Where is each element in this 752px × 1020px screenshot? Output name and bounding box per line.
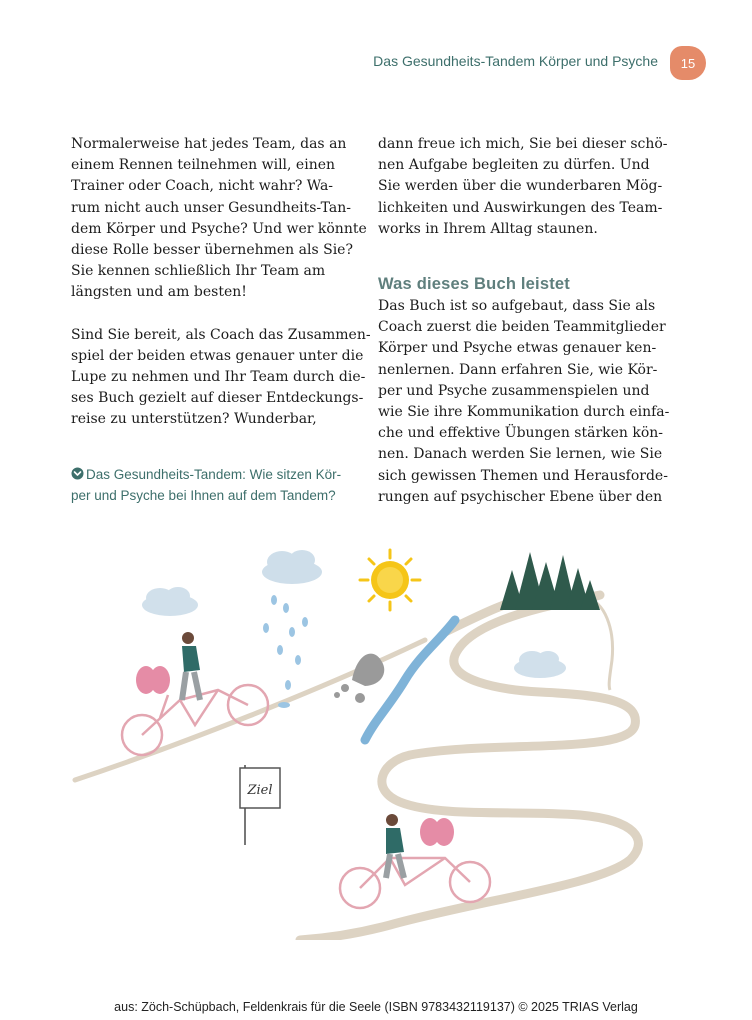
page-number-badge: 15 — [670, 46, 706, 80]
text-line: per und Psyche zusammenspielen und — [378, 382, 650, 399]
text-line: einem Rennen teilnehmen will, einen — [71, 157, 336, 174]
text-line: spiel der beiden etwas genauer unter die — [71, 347, 364, 364]
text-line: dem Körper und Psyche? Und wer könnte — [71, 220, 367, 237]
raindrops — [263, 595, 308, 708]
sun — [360, 550, 420, 610]
forest — [500, 552, 600, 610]
left-column — [71, 134, 371, 506]
tandem-bike-upper — [122, 685, 268, 755]
tandem-callout — [71, 464, 361, 506]
butterfly-upper — [136, 666, 170, 694]
tandem-journey-illustration — [60, 540, 720, 940]
text-line: Sind Sie bereit, als Coach das Zusammen- — [71, 326, 371, 343]
text-line: Lupe zu nehmen und Ihr Team durch die- — [71, 369, 366, 386]
butterfly-lower — [420, 818, 454, 846]
callout-line: per und Psyche bei Ihnen auf dem Tandem? — [71, 487, 336, 503]
copyright-footer: aus: Zöch-Schüpbach, Feldenkrais für die Seele (ISBN 9783432119137) © 2025 TRIAS Verlag — [114, 1000, 638, 1014]
text-line: diese Rolle besser übernehmen als Sie? — [71, 242, 353, 259]
rider-upper — [182, 632, 200, 700]
text-line: Das Buch ist so aufgebaut, dass Sie als — [378, 298, 656, 315]
book-structure-paragraph — [378, 296, 668, 508]
text-line: wie Sie ihre Kommunikation durch einfa- — [378, 404, 670, 421]
text-line: nen. Danach werden Sie lernen, wie Sie — [378, 446, 663, 463]
text-line: Trainer oder Coach, nicht wahr? Wa- — [71, 178, 334, 195]
continuation-paragraph — [378, 134, 668, 240]
chevron-down-icon — [71, 467, 84, 480]
text-line: rum nicht auch unser Gesundheits-Tan- — [71, 199, 351, 216]
text-line: ses Buch gezielt auf dieser Entdeckungs- — [71, 390, 364, 407]
text-line: Körper und Psyche etwas genauer ken- — [378, 340, 657, 357]
cloud-left — [142, 587, 198, 616]
callout-text: Das Gesundheits-Tandem: Wie sitzen Kör- — [86, 466, 342, 482]
road-winding — [300, 595, 638, 940]
cloud-rain — [262, 550, 322, 584]
section-heading: Was dieses Buch leistet — [378, 275, 570, 294]
text-line: nen Aufgabe begleiten zu dürfen. Und — [378, 157, 650, 174]
right-column — [378, 134, 668, 508]
text-line: längsten und am besten! — [71, 284, 247, 301]
cloud-right — [514, 651, 566, 678]
text-line: Sie werden über die wunderbaren Mög- — [378, 178, 663, 195]
running-header: Das Gesundheits-Tandem Körper und Psyche — [373, 53, 658, 69]
text-line: Coach zuerst die beiden Teammitglieder — [378, 319, 666, 336]
intro-paragraph — [71, 134, 367, 304]
text-line: che und effektive Übungen stärken kön- — [378, 425, 664, 442]
finish-sign-text: Ziel — [247, 783, 273, 798]
text-line: Sie kennen schließlich Ihr Team am — [71, 263, 326, 280]
callout-line — [71, 464, 361, 485]
tandem-bike-lower — [340, 858, 490, 908]
finish-sign — [240, 765, 280, 845]
text-line: nenlernen. Dann erfahren Sie, wie Kör- — [378, 361, 658, 378]
text-line: sich gewissen Themen und Herausforde- — [378, 467, 668, 484]
text-line: rungen auf psychischer Ebene über den — [378, 488, 663, 505]
text-line: reise zu unterstützen? Wunderbar, — [71, 411, 317, 428]
text-line: lichkeiten und Auswirkungen des Team- — [378, 199, 663, 216]
text-line: Normalerweise hat jedes Team, das an — [71, 136, 347, 152]
coach-paragraph — [71, 325, 371, 431]
hill-edge — [585, 598, 613, 690]
text-line: dann freue ich mich, Sie bei dieser schö- — [378, 136, 668, 152]
text-line: works in Ihrem Alltag staunen. — [378, 220, 598, 237]
